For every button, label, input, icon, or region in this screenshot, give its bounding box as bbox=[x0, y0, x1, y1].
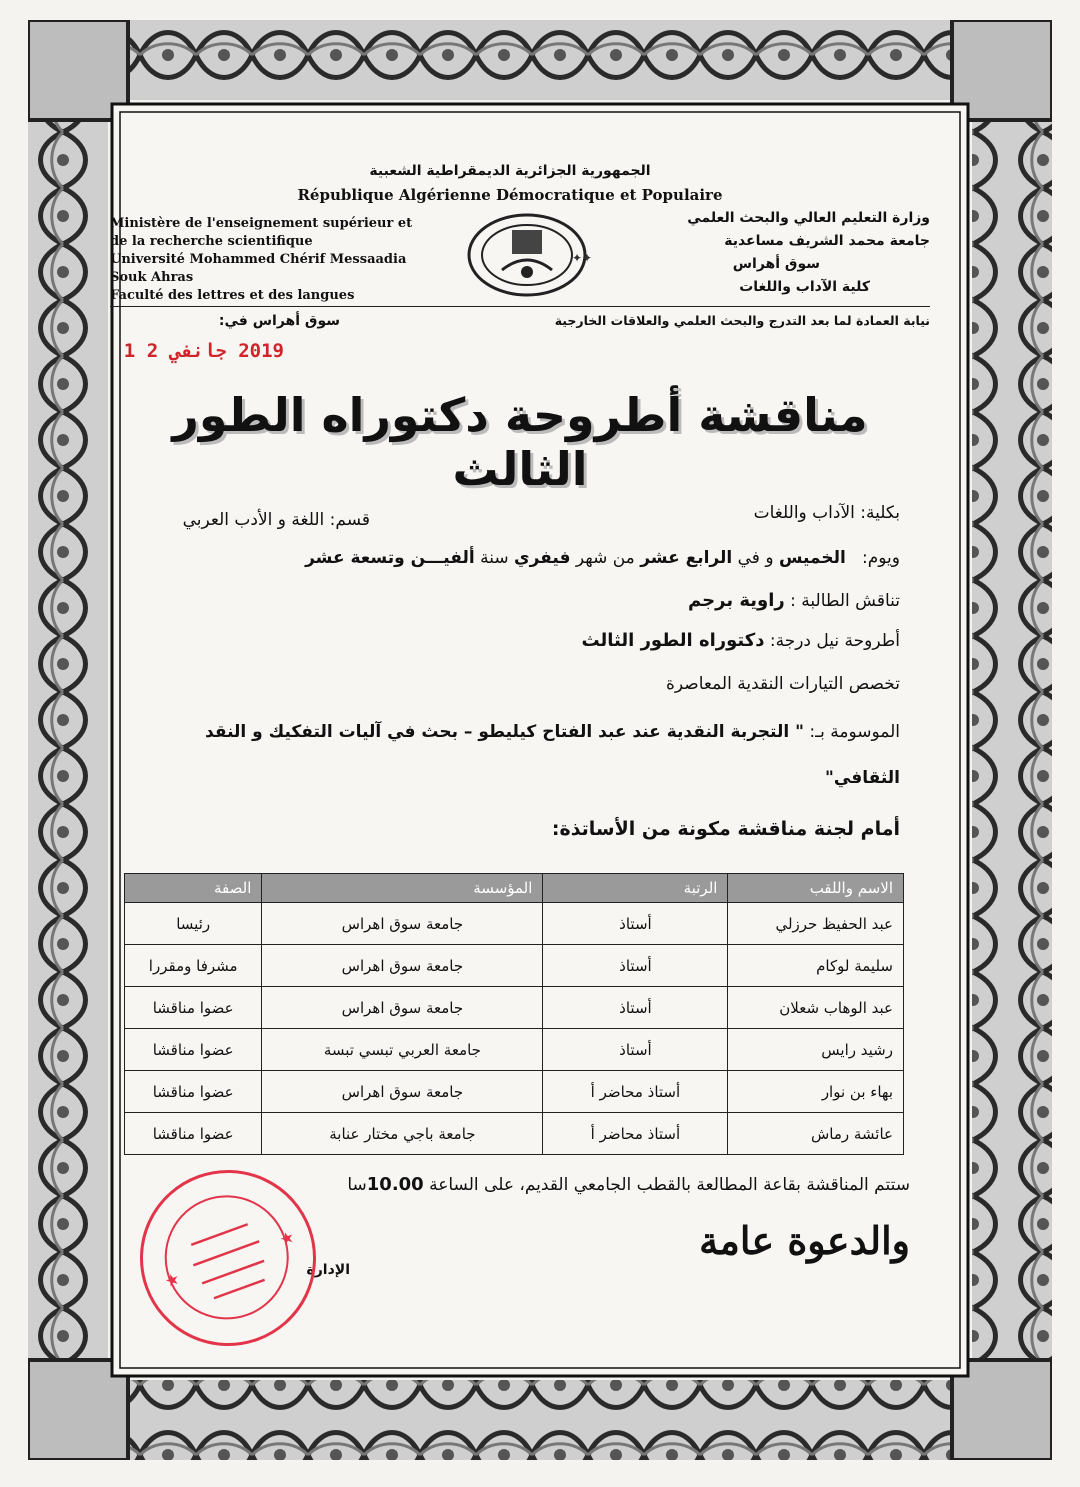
member-role: رئيسا bbox=[125, 903, 262, 945]
day: الخميس bbox=[778, 548, 846, 568]
ministry-fr-2: de la recherche scientifique bbox=[110, 234, 313, 249]
student-name: راوية برجم bbox=[688, 590, 785, 611]
member-name: بهاء بن نوار bbox=[728, 1071, 904, 1113]
date-text-1: و في bbox=[737, 548, 774, 568]
col-rank: الرتبة bbox=[543, 874, 728, 903]
specialty-line: تخصص التيارات النقدية المعاصرة bbox=[666, 674, 900, 694]
page-title: مناقشة أطروحة دكتوراه الطور الثالث bbox=[172, 388, 868, 496]
member-role: عضوا مناقشا bbox=[125, 987, 262, 1029]
university-fr: Université Mohammed Chérif Messaadia bbox=[110, 252, 407, 267]
col-name: الاسم واللقب bbox=[728, 874, 904, 903]
ministry-ar: وزارة التعليم العالي والبحث العلمي bbox=[687, 210, 930, 226]
time-suffix: سا bbox=[347, 1175, 367, 1195]
committee-table bbox=[124, 873, 904, 1155]
date-text-2: من شهر bbox=[575, 548, 635, 568]
thesis-title-2: الثقافي" bbox=[825, 768, 900, 788]
date-text-3: سنة bbox=[480, 548, 509, 568]
member-name: عبد الحفيظ حرزلي bbox=[728, 903, 904, 945]
member-institution: جامعة سوق اهراس bbox=[262, 1071, 543, 1113]
member-rank: أستاذ bbox=[543, 945, 728, 987]
university-logo bbox=[462, 210, 602, 300]
administration-label: الإدارة bbox=[306, 1262, 350, 1278]
republic-arabic: الجمهورية الجزائرية الديمقراطية الشعبية bbox=[369, 163, 651, 179]
date-month: فيفري bbox=[514, 548, 571, 568]
col-institution: المؤسسة bbox=[262, 874, 543, 903]
svg-text:✦✦: ✦✦ bbox=[572, 251, 593, 265]
member-institution: جامعة باجي مختار عنابة bbox=[262, 1113, 543, 1155]
thesis-label: الموسومة بـ: bbox=[809, 722, 900, 742]
date-line bbox=[140, 548, 900, 568]
defense-time: 10.00 bbox=[366, 1174, 424, 1195]
university-ar: جامعة محمد الشريف مساعدية bbox=[724, 233, 930, 249]
table-row bbox=[125, 903, 904, 945]
table-header-row bbox=[125, 874, 904, 903]
republic-french: République Algérienne Démocratique et Populaire bbox=[297, 186, 723, 204]
table-row bbox=[125, 1071, 904, 1113]
table-row bbox=[125, 1113, 904, 1155]
degree-label: أطروحة نيل درجة: bbox=[769, 631, 900, 651]
member-name: سليمة لوكام bbox=[728, 945, 904, 987]
member-institution: جامعة سوق اهراس bbox=[262, 945, 543, 987]
faculty-fr: Faculté des lettres et des langues bbox=[110, 288, 355, 303]
member-rank: أستاذ bbox=[543, 903, 728, 945]
table-row bbox=[125, 1029, 904, 1071]
degree: دكتوراه الطور الثالث bbox=[581, 630, 765, 651]
committee-intro: أمام لجنة مناقشة مكونة من الأساتذة: bbox=[551, 818, 900, 840]
department-line: قسم: اللغة و الأدب العربي bbox=[182, 510, 370, 530]
svg-text:★: ★ bbox=[276, 1226, 297, 1250]
degree-line bbox=[300, 630, 900, 651]
student-label: تناقش الطالبة : bbox=[790, 591, 900, 611]
venue-line bbox=[260, 1174, 910, 1195]
ministry-fr-1: Ministère de l'enseignement supérieur et bbox=[110, 216, 413, 231]
date-year: ألفيـــن وتسعة عشر bbox=[305, 548, 475, 568]
city-fr: Souk Ahras bbox=[110, 270, 194, 285]
member-rank: أستاذ محاضر أ bbox=[543, 1113, 728, 1155]
col-role: الصفة bbox=[125, 874, 262, 903]
public-invitation: والدعوة عامة bbox=[699, 1218, 910, 1263]
member-role: عضوا مناقشا bbox=[125, 1113, 262, 1155]
place-date-label: سوق أهراس في: bbox=[218, 313, 340, 329]
member-role: مشرفا ومقررا bbox=[125, 945, 262, 987]
left-header-block bbox=[110, 215, 450, 305]
member-rank: أستاذ محاضر أ bbox=[543, 1071, 728, 1113]
header-divider bbox=[110, 306, 930, 307]
svg-text:★: ★ bbox=[162, 1268, 183, 1292]
member-rank: أستاذ bbox=[543, 987, 728, 1029]
faculty-line: بكلية: الآداب واللغات bbox=[753, 503, 900, 523]
member-name: رشيد رايس bbox=[728, 1029, 904, 1071]
venue-text: ستتم المناقشة بقاعة المطالعة بالقطب الجامعي القديم، على الساعة bbox=[429, 1175, 910, 1195]
student-line bbox=[300, 590, 900, 611]
table-row bbox=[125, 945, 904, 987]
date-stamp: 2019 جانفي 2 1 bbox=[123, 340, 284, 362]
day-prefix: ويوم: bbox=[862, 548, 900, 568]
table-row bbox=[125, 987, 904, 1029]
faculty-ar: كلية الآداب واللغات bbox=[739, 279, 870, 295]
member-role: عضوا مناقشا bbox=[125, 1071, 262, 1113]
member-role: عضوا مناقشا bbox=[125, 1029, 262, 1071]
member-institution: جامعة سوق اهراس bbox=[262, 903, 543, 945]
thesis-line-1 bbox=[120, 722, 900, 742]
member-name: عبد الوهاب شعلان bbox=[728, 987, 904, 1029]
member-institution: جامعة سوق اهراس bbox=[262, 987, 543, 1029]
right-header-block bbox=[600, 207, 930, 299]
thesis-title-1: " التجربة النقدية عند عبد الفتاح كيليطو – بحث في آليات التفكيك و النقد bbox=[205, 722, 804, 742]
member-rank: أستاذ bbox=[543, 1029, 728, 1071]
member-name: عائشة رماش bbox=[728, 1113, 904, 1155]
date-day-number: الرابع عشر bbox=[640, 548, 733, 568]
city-ar: سوق أهراس bbox=[732, 256, 820, 272]
member-institution: جامعة العربي تبسي تبسة bbox=[262, 1029, 543, 1071]
vice-deanship: نيابة العمادة لما بعد التدرج والبحث العلمي والعلاقات الخارجية bbox=[554, 313, 930, 328]
